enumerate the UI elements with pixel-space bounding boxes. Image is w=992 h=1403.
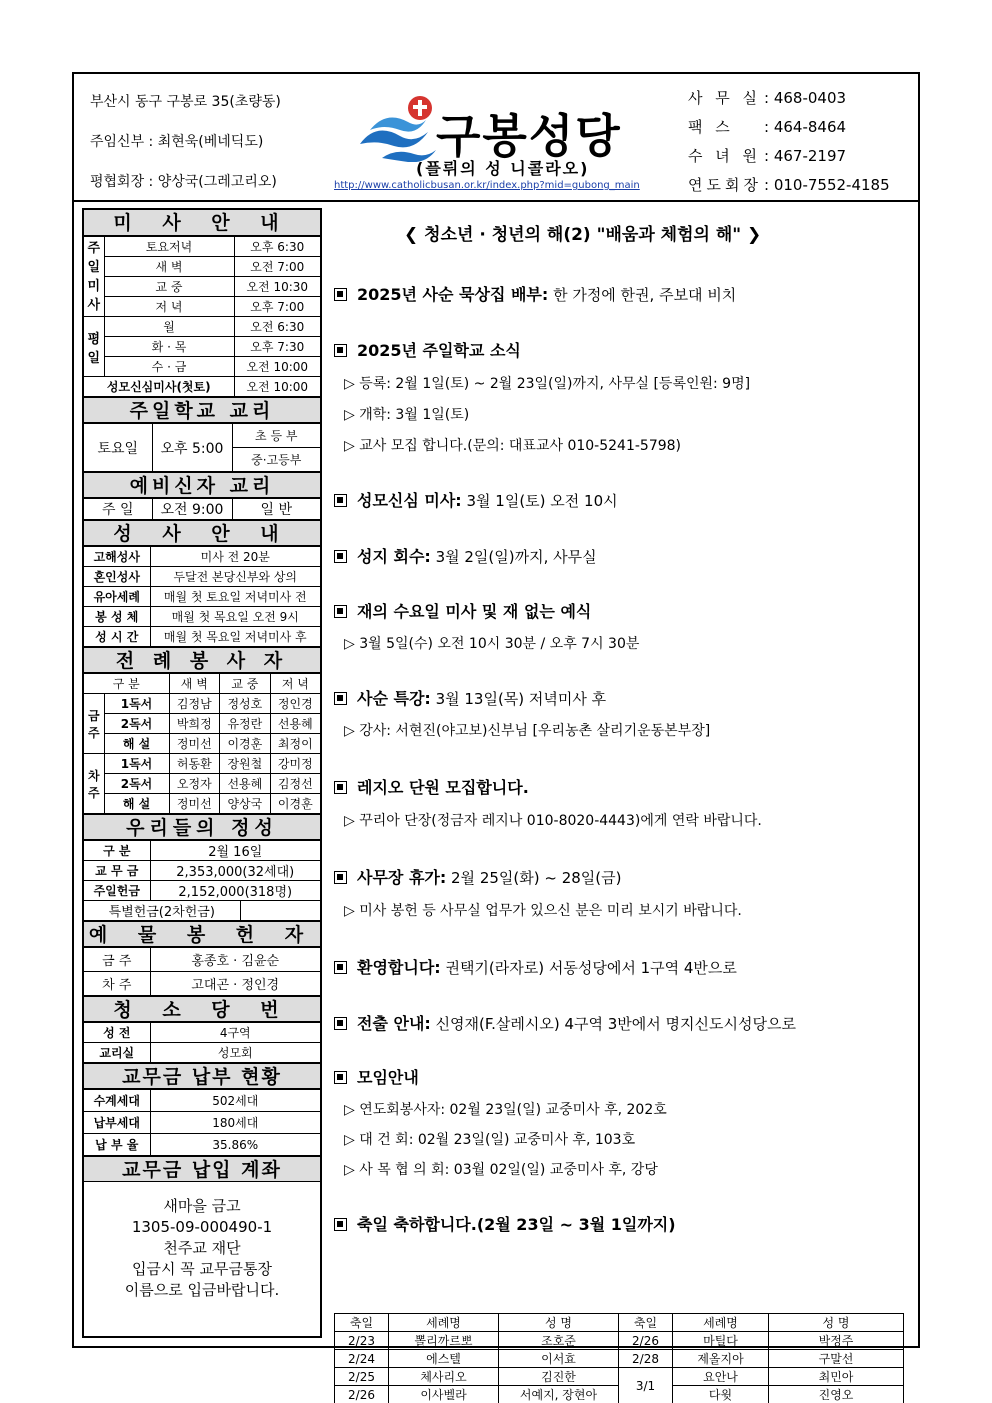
parish-logo: [334, 86, 676, 200]
notice-ash-wednesday: 재의 수요일 미사 및 재 없는 예식: [334, 599, 591, 622]
bullet-square-icon: [334, 781, 347, 794]
bullet-square-icon: [334, 961, 347, 974]
sacrament-title: 성 사 안 내: [84, 520, 320, 546]
contact-list: [688, 84, 890, 200]
parish-address: 부산시 동구 구봉로 35(초량동): [90, 94, 281, 110]
year-theme: ❮ 청소년 · 청년의 해(2) "배움과 체험의 해" ❯: [404, 225, 762, 245]
notice-lent-lecture: 사순 특강: 3월 13일(목) 저녁미사 후: [334, 686, 606, 709]
weekday-mass-label: 평일: [84, 317, 104, 377]
table-row: 2/25 체사리오 김진한 3/1 요안나 최민아: [335, 1368, 904, 1386]
header-info: [90, 92, 281, 212]
sunday-school-table: 토요일 오후 5:00 초 등 부 중·고등부: [84, 423, 320, 472]
council-president: 평협회장 : 양상국(그레고리오): [90, 174, 277, 190]
notice-sunday-school: 2025년 주일학교 소식: [334, 338, 521, 361]
left-column: [82, 208, 322, 1338]
mass-table: 주일미사 토요저녁 오후 6:30 새 벽 오전 7:00 교 중 오전 10:30 저 녁 오후 7:00 평일 월 오전 6:30 화 · 목 오후 7:30 수 · 금 오전 10:00 성모신심미사(첫토) 오전 10:00: [84, 236, 320, 397]
header: [74, 74, 918, 202]
feast-table: 축일 세례명 성 명 축일 세례명 성 명 2/23 뽈리까르뽀 조호준 2/26 마틸다 박정주 2/24 에스텔 이서효 2/28 제올지아 구말선 2/25 체사리오 김진한 3/1 요안나 최민아 2/26 이사벨라 서예지, 장현아 다윗 진영오: [334, 1313, 904, 1403]
sacrament-table: 고해성사 미사 전 20분 혼인성사 두달전 본당신부와 상의 유아세례 매월 첫 토요일 저녁미사 전 봉 성 체 매월 첫 목요일 오전 9시 성 시 간 매월 첫 목요일 저녁미사 후: [84, 546, 320, 647]
notice-transfer: 전출 안내: 신영재(F.살레시오) 4구역 3반에서 명지신도시성당으로: [334, 1011, 796, 1034]
servers-title: 전 례 봉 사 자: [84, 647, 320, 673]
offering-table: 구 분 2월 16일 교 무 금 2,353,000(32세대) 주일헌금 2,152,000(318명) 특별헌금(2차헌금): [84, 840, 320, 921]
bullet-square-icon: [334, 1218, 347, 1231]
notice-palm-collection: 성지 회수: 3월 2일(일)까지, 사무실: [334, 544, 597, 567]
cleaning-table: 성 전 4구역 교리실 성모회: [84, 1022, 320, 1063]
catechumen-title: 예비신자 교리: [84, 472, 320, 498]
bullet-square-icon: [334, 605, 347, 618]
contact-yeondo: 연도회장 : 010-7552-4185: [688, 176, 890, 194]
bullet-square-icon: [334, 871, 347, 884]
sunday-school-title: 주일학교 교리: [84, 397, 320, 423]
dues-title: 교무금 납부 현황: [84, 1063, 320, 1089]
bullet-square-icon: [334, 692, 347, 705]
account-title: 교무금 납입 계좌: [84, 1156, 320, 1182]
offering-title: 우리들의 정성: [84, 814, 320, 840]
notice-legio: 레지오 단원 모집합니다.: [334, 775, 529, 798]
bullet-square-icon: [334, 288, 347, 301]
catechumen-table: 주 일 오전 9:00 일 반: [84, 498, 320, 520]
table-row: 2/23 뽈리까르뽀 조호준 2/26 마틸다 박정주: [335, 1332, 904, 1350]
notice-feast-days: 축일 축하합니다.(2월 23일 ~ 3월 1일까지): [334, 1212, 676, 1235]
notice-meetings: 모임안내: [334, 1065, 419, 1088]
table-row: 2/26 이사벨라 서예지, 장현아 다윗 진영오: [335, 1386, 904, 1403]
parish-patron: (플뤼의 성 니콜라오): [416, 159, 590, 178]
wave-cross-icon: [356, 92, 446, 162]
sunday-mass-label: 주일미사: [84, 237, 104, 317]
contact-fax: 팩 스 : 464-8464: [688, 118, 847, 136]
bulletin-frame: 부산시 동구 구봉로 35(초량동) 주임신부 : 최현욱(베네딕도) 평협회장 : 양상국(그레고리오) 구봉성당 (플뤼의 성 니콜라오) http://www.catholicbusan.or.kr/index.php?mid=gubong_main 사 무 실 : 468-0403 팩 스 : 464-8464 수 녀 원 : 467-2197 연도회장 : 010-7552-4185 미 사 안 내 주일미사 토요저녁 오후 6:30 새 벽 오전 7:00 교 중 오전 10:30 저 녁 오후 7:00 평일 월 오전 6:30 화 · 목 오후 7:30 수 · 금 오전 10:00 성모신심미사(첫토) 오전 10:00 주일학교 교리 토요일 오후 5:00 초 등 부 중·고등부 예비신자 교리 주 일 오전 9:00 일 반 성 사 안 내 고해성사 미사 전 20분 혼인성사 두달전 본당신부와 상의 유아세례 매월 첫 토요일 저녁미사 전 봉 성 체 매월 첫 목요일 오전 9시 성 시 간 매월 첫 목요일 저녁미사 후 전 례 봉 사 자 구 분 새 벽 교 중 저 녁 금주 1독서 김정남 정성호 정인경 2독서 박희정 유정란 선용혜 해 설 정미선 이경훈 최정이 차주 1독서 허동환 장원철 강미정 2독서 오정자 선용혜 김정선 해 설 정미선 양상국 이경훈 우리들의 정성 구 분 2월 16일 교 무 금 2,353,000(32세대) 주일헌금 2,152,000(318명) 특별헌금(2차헌금) 예 물 봉 헌 자 금 주 홍종호 · 김윤순 차 주 고대곤 · 정인경 청 소 당 번 성 전 4구역 교리실 성모회 교무금 납부 현황 수계세대 502세대 납부세대 180세대 납 부 율 35.86% 교무금 납입 계좌 새마을 금고 1305-09-000490-1 천주교 재단 입금시 꼭 교무금통장 이름으로 입금바랍니다. ❮ 청소년 · 청년의 해(2) "배움과 체험의 해" ❯ 2025년 사순 묵상집 배부: 한 가정에 한권, 주보대 비치 2025년 주일학교 소식 ▷ 등록: 2월 1일(토) ~ 2월 23일(일)까지, 사무실 [등록인원: 9명] ▷ 개학: 3월 1일(토) ▷ 교사 모집 합니다.(문의: 대표교사 010-5241-5798) 성모신심 미사: 3월 1일(토) 오전 10시 성지 회수: 3월 2일(일)까지, 사무실 재의 수요일 미사 및 재 없는 예식 ▷ 3월 5일(수) 오전 10시 30분 / 오후 7시 30분 사순 특강: 3월 13일(목) 저녁미사 후 ▷ 강사: 서현진(야고보)신부님 [우리농촌 살리기운동본부장] 레지오 단원 모집합니다. ▷ 꾸리아 단장(정금자 레지나 010-8020-4443)에게 연락 바랍니다. 사무장 휴가: 2월 25일(화) ~ 28일(금) ▷ 미사 봉헌 등 사무실 업무가 있으신 분은 미리 보시기 바랍니다. 환영합니다: 권택기(라자로) 서동성당에서 1구역 4반으로 전출 안내: 신영재(F.살레시오) 4구역 3반에서 명지신도시성당으로 모임안내 ▷ 연도회봉사자: 02월 23일(일) 교중미사 후, 202호 ▷ 대 건 회: 02월 23일(일) 교중미사 후, 103호 ▷ 사 목 협 의 회: 03월 02일(일) 교중미사 후, 강당 축일 축하합니다.(2월 23일 ~ 3월 1일까지) 축일 세례명 성 명 축일 세례명 성 명 2/23 뽈리까르뽀 조호준 2/26 마틸다 박정주 2/24 에스텔 이서효 2/28 제올지아 구말선 2/25 체사리오 김진한 3/1 요안나 최민아 2/26 이사벨라 서예지, 장현아 다윗 진영오: [72, 72, 920, 1348]
bullet-square-icon: [334, 494, 347, 507]
contact-convent: 수 녀 원 : 467-2197: [688, 147, 847, 165]
dues-table: 수계세대 502세대 납부세대 180세대 납 부 율 35.86%: [84, 1089, 320, 1156]
bullet-square-icon: [334, 1017, 347, 1030]
bullet-square-icon: [334, 344, 347, 357]
notice-office-vacation: 사무장 휴가: 2월 25일(화) ~ 28일(금): [334, 865, 621, 888]
parish-name: 구봉성당: [436, 109, 622, 163]
notice-lent-booklet: 2025년 사순 묵상집 배부: 한 가정에 한권, 주보대 비치: [334, 282, 736, 305]
parish-url[interactable]: http://www.catholicbusan.or.kr/index.php?mid=gubong_main: [334, 180, 640, 191]
notice-marian-mass: 성모신심 미사: 3월 1일(토) 오전 10시: [334, 488, 618, 511]
contact-office: 사 무 실 : 468-0403: [688, 89, 847, 107]
bullet-square-icon: [334, 1071, 347, 1084]
parish-pastor: 주임신부 : 최현욱(베네딕도): [90, 134, 264, 150]
donor-table: 금 주 홍종호 · 김윤순 차 주 고대곤 · 정인경: [84, 947, 320, 996]
donor-title: 예 물 봉 헌 자: [84, 921, 320, 947]
mass-title: 미 사 안 내: [84, 210, 320, 236]
bullet-square-icon: [334, 550, 347, 563]
servers-table: 구 분 새 벽 교 중 저 녁 금주 1독서 김정남 정성호 정인경 2독서 박희정 유정란 선용혜 해 설 정미선 이경훈 최정이 차주 1독서 허동환 장원철 강미정 2독서 오정자 선용혜 김정선 해 설 정미선 양상국 이경훈: [84, 673, 320, 814]
table-row: 2/24 에스텔 이서효 2/28 제올지아 구말선: [335, 1350, 904, 1368]
notice-welcome: 환영합니다: 권택기(라자로) 서동성당에서 1구역 4반으로: [334, 955, 737, 978]
account-info: 새마을 금고 1305-09-000490-1 천주교 재단 입금시 꼭 교무금통장 이름으로 입금바랍니다.: [124, 1197, 280, 1299]
cleaning-title: 청 소 당 번: [84, 996, 320, 1022]
